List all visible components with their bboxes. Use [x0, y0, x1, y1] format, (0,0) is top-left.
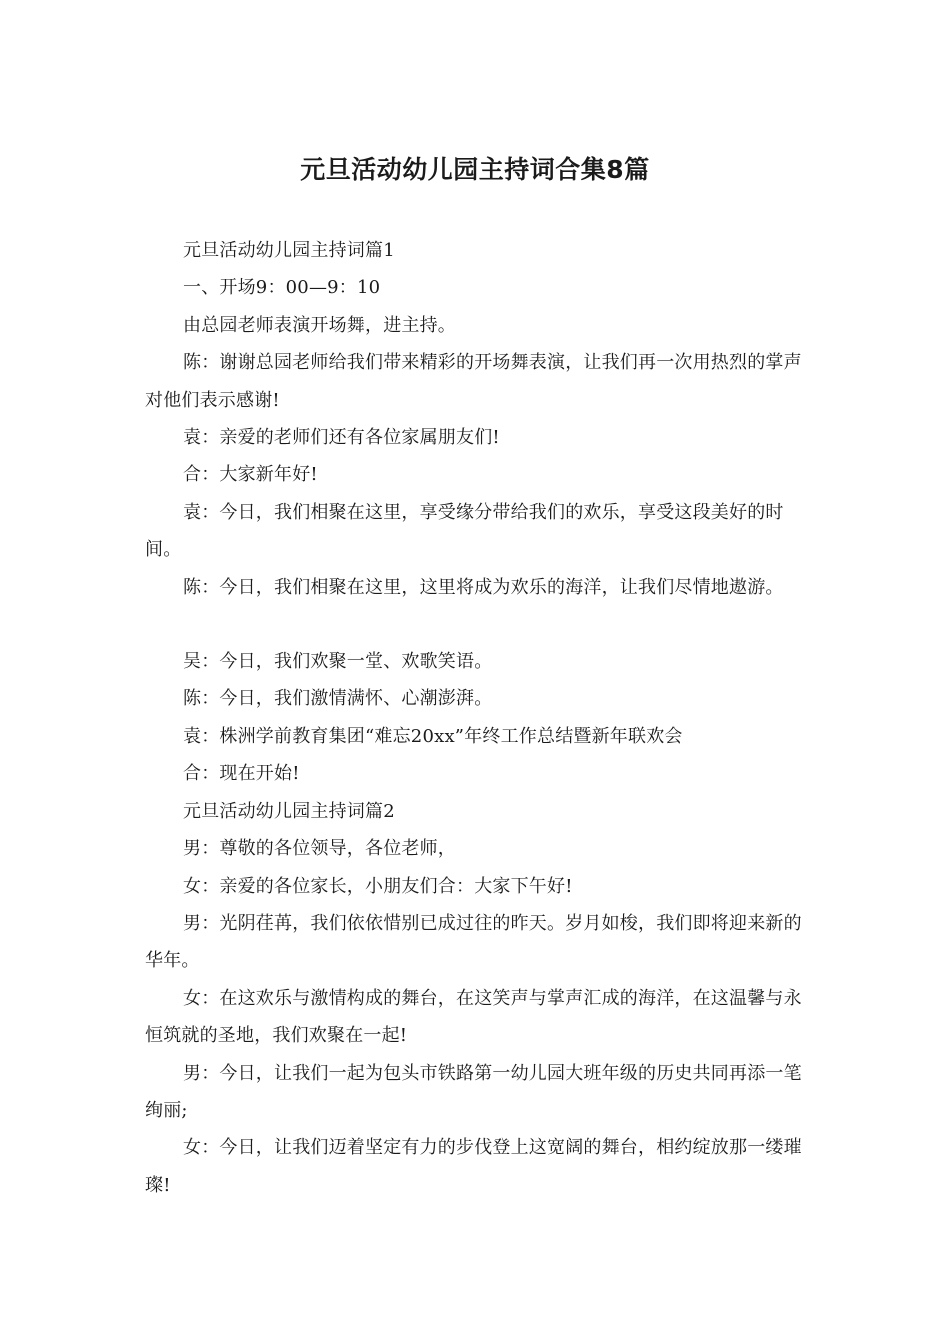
paragraph: 吴：今日，我们欢聚一堂、欢歌笑语。 [183, 651, 493, 673]
paragraph: 袁：株洲学前教育集团“难忘20xx”年终工作总结暨新年联欢会 [183, 725, 683, 747]
document-body [145, 232, 810, 1204]
paragraph: 陈：谢谢总园老师给我们带来精彩的开场舞表演，让我们再一次用热烈的掌声对他们表示感谢! [145, 352, 802, 411]
paragraph: 合：大家新年好! [183, 464, 318, 486]
paragraph: 女：在这欢乐与激情构成的舞台，在这笑声与掌声汇成的海洋，在这温馨与永恒筑就的圣地，我们欢聚在一起! [145, 987, 802, 1047]
paragraph-spacer [145, 606, 810, 643]
paragraph: 陈：今日，我们激情满怀、心潮澎湃。 [183, 688, 493, 710]
paragraph: 男：光阴荏苒，我们依依惜别已成过往的昨天。岁月如梭，我们即将迎来新的华年。 [145, 912, 802, 972]
paragraph: 男：今日，让我们一起为包头市铁路第一幼儿园大班年级的历史共同再添一笔绚丽; [145, 1062, 802, 1121]
section-heading-2: 元旦活动幼儿园主持词篇2 [183, 800, 395, 822]
paragraph: 袁：今日，我们相聚在这里，享受缘分带给我们的欢乐，享受这段美好的时间。 [145, 501, 784, 561]
paragraph: 女：亲爱的各位家长，小朋友们合：大家下午好! [183, 875, 573, 897]
paragraph: 男：尊敬的各位领导，各位老师， [183, 838, 456, 860]
paragraph: 合：现在开始! [183, 763, 300, 785]
paragraph: 陈：今日，我们相聚在这里，这里将成为欢乐的海洋，让我们尽情地遨游。 [183, 576, 784, 598]
document-title: 元旦活动幼儿园主持词合集8篇 [300, 155, 650, 184]
section-heading-1: 元旦活动幼儿园主持词篇1 [183, 240, 395, 261]
paragraph: 由总园老师表演开场舞，进主持。 [183, 314, 456, 336]
paragraph: 袁：亲爱的老师们还有各位家属朋友们! [183, 427, 500, 449]
paragraph: 一、开场9：00—9：10 [183, 277, 381, 299]
paragraph: 女：今日，让我们迈着坚定有力的步伐登上这宽阔的舞台，相约绽放那一缕璀璨! [145, 1137, 802, 1196]
